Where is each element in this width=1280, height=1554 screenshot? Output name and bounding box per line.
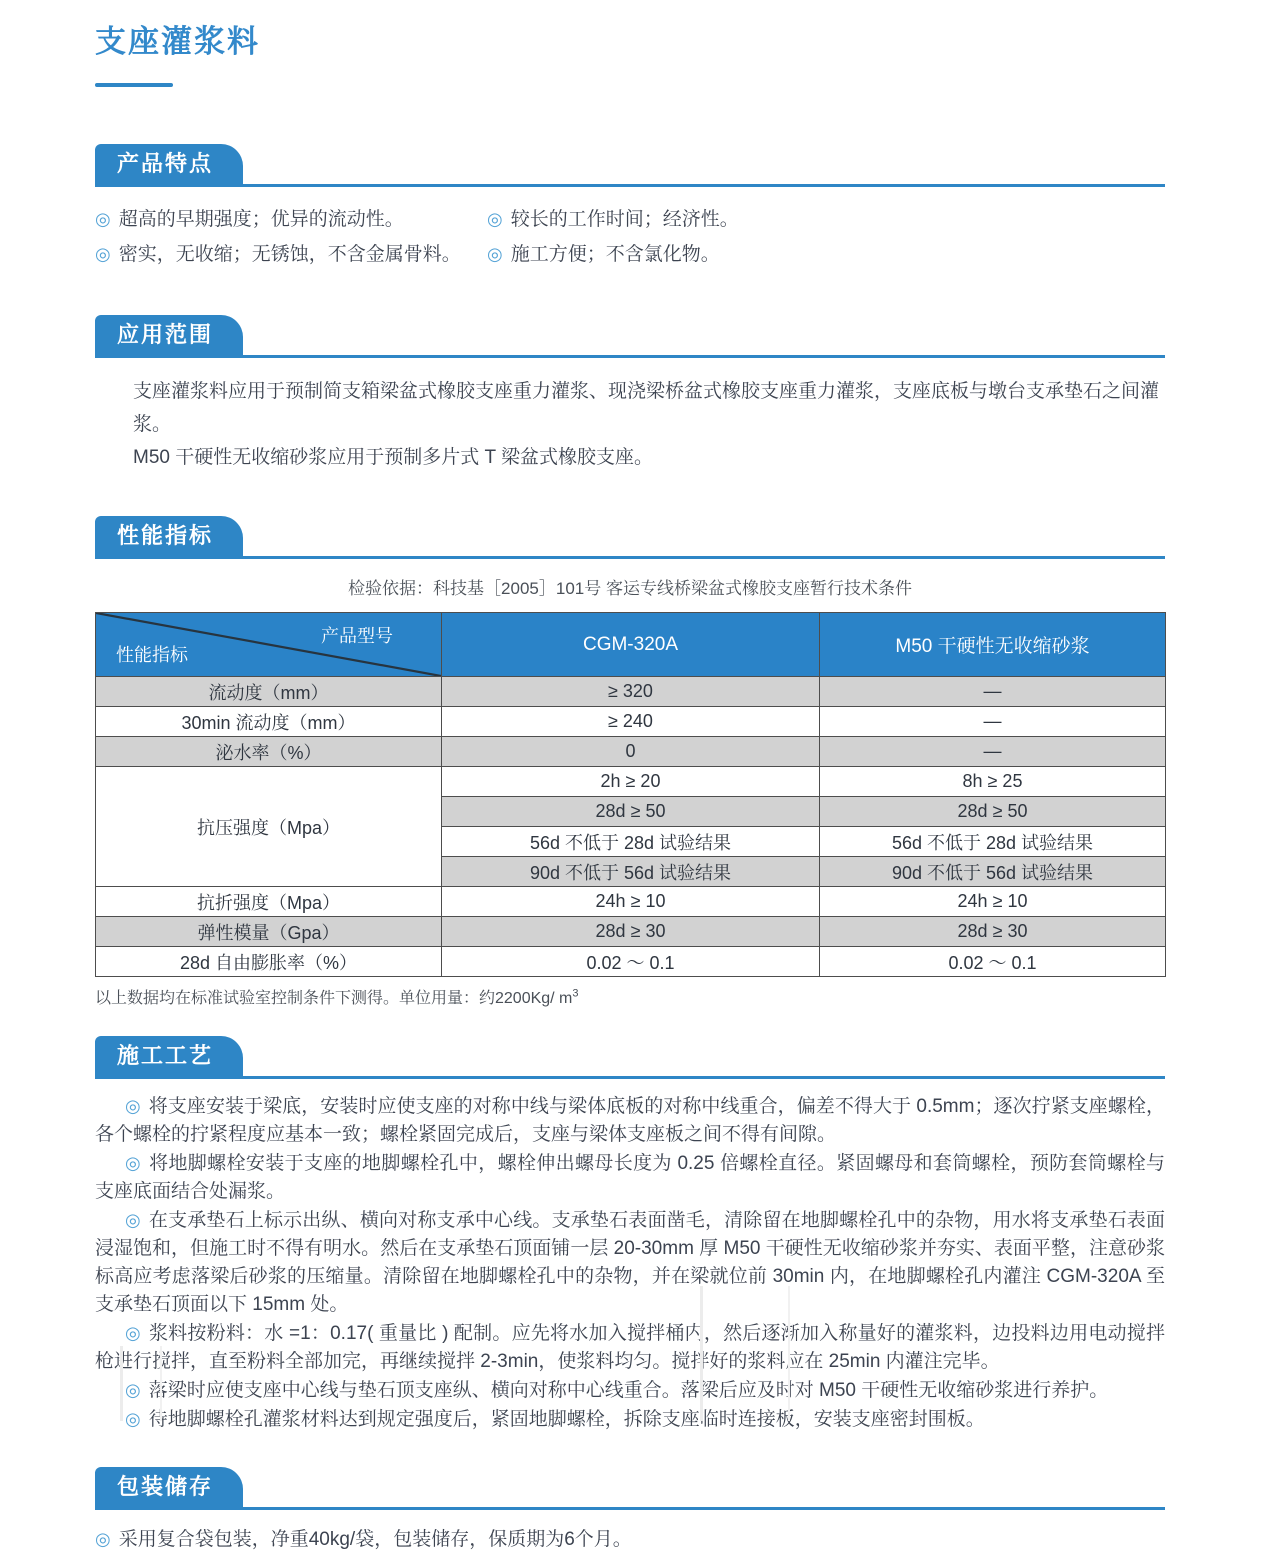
footnote-superscript: 3 — [572, 987, 579, 1000]
value-cell: — — [820, 677, 1166, 707]
table-row — [96, 677, 1166, 707]
packaging-list — [95, 1525, 1165, 1554]
title-underline — [95, 83, 173, 87]
feature-item — [95, 239, 487, 270]
ring-bullet-icon: ◎ — [125, 1409, 141, 1429]
table-row — [96, 767, 1166, 797]
value-cell: 2h ≥ 20 — [442, 767, 820, 797]
value-cell: 0 — [442, 737, 820, 767]
table-row — [96, 917, 1166, 947]
construction-step-text: 落梁时应使支座中心线与垫石顶支座纵、横向对称中心线重合。落梁后应及时对 M50 干硬性无收缩砂浆进行养护。 — [148, 1380, 1109, 1401]
ring-bullet-icon: ◎ — [125, 1323, 141, 1343]
section-header-rule — [95, 1036, 1165, 1079]
page-title-text: 支座灌浆料 — [95, 24, 260, 59]
application-paragraphs — [95, 375, 1165, 474]
section-badge-performance: 性能指标 — [95, 516, 243, 556]
table-header-row — [96, 613, 1166, 677]
feature-item — [487, 239, 1165, 270]
corner-label-product-model: 产品型号 — [321, 626, 393, 646]
value-cell: 28d ≥ 50 — [442, 797, 820, 827]
value-cell: 28d ≥ 30 — [442, 917, 820, 947]
construction-step — [95, 1206, 1165, 1319]
feature-item-text: 超高的早期强度；优异的流动性。 — [118, 209, 404, 230]
construction-step-text: 将支座安装于梁底，安装时应使支座的对称中线与梁体底板的对称中线重合，偏差不得大于 0.5mm；逐次拧紧支座螺栓，各个螺栓的拧紧程度应基本一致；螺栓紧固完成后，支座与梁体支座板之间不得有间隙。 — [95, 1096, 1165, 1145]
ring-bullet-icon: ◎ — [125, 1153, 142, 1173]
feature-item — [95, 204, 487, 235]
feature-item — [487, 204, 1165, 235]
construction-step-text: 待地脚螺栓孔灌浆材料达到规定强度后，紧固地脚螺栓，拆除支座临时连接板，安装支座密封围板。 — [148, 1409, 985, 1430]
corner-label-performance-index: 性能指标 — [116, 645, 188, 665]
section-header-rule — [95, 1467, 1165, 1510]
scan-watermark-artifact — [700, 1286, 790, 1421]
features-list — [95, 204, 1165, 270]
construction-step-text: 在支承垫石上标示出纵、横向对称支承中心线。支承垫石表面凿毛，清除留在地脚螺栓孔中的杂物，用水将支承垫石表面浸湿饱和，但施工时不得有明水。然后在支承垫石顶面铺一层 20-30mm 厚 M50 干硬性无收缩砂浆并夯实、表面平整，注意砂浆标高应考虑落梁后砂浆的压缩量。清除留在地脚螺栓孔中的杂物，并在梁就位前 30min 内，在地脚螺栓孔内灌注 CGM-320A 至支承垫石顶面以下 15mm 处。 — [95, 1210, 1166, 1315]
section-badge-construction: 施工工艺 — [95, 1036, 243, 1076]
row-label-cell: 泌水率（%） — [96, 737, 442, 767]
value-cell: ≥ 320 — [442, 677, 820, 707]
feature-item-text: 较长的工作时间；经济性。 — [510, 209, 739, 230]
row-label-cell: 28d 自由膨胀率（%） — [96, 947, 442, 977]
value-cell: — — [820, 737, 1166, 767]
table-footnote-text: 以上数据均在标准试验室控制条件下测得。单位用量：约2200Kg/ m — [95, 990, 573, 1007]
ring-bullet-icon: ◎ — [95, 244, 111, 264]
application-paragraph: 支座灌浆料应用于预制简支箱梁盆式橡胶支座重力灌浆、现浇梁桥盆式橡胶支座重力灌浆，支座底板与墩台支承垫石之间灌浆。 — [133, 381, 1160, 435]
document-page — [0, 16, 1280, 1554]
column-header-m50: M50 干硬性无收缩砂浆 — [820, 613, 1166, 677]
section-badge-features: 产品特点 — [95, 144, 243, 184]
value-cell: 90d 不低于 56d 试验结果 — [820, 857, 1166, 887]
packaging-item — [95, 1525, 1165, 1554]
value-cell: — — [820, 707, 1166, 737]
value-cell: ≥ 240 — [442, 707, 820, 737]
value-cell: 24h ≥ 10 — [820, 887, 1166, 917]
row-label-cell: 抗折强度（Mpa） — [96, 887, 442, 917]
construction-paragraphs — [95, 1092, 1165, 1434]
value-cell: 24h ≥ 10 — [442, 887, 820, 917]
section-construction — [95, 1036, 1165, 1434]
performance-table-body — [96, 677, 1166, 977]
ring-bullet-icon: ◎ — [487, 209, 503, 229]
construction-step — [95, 1092, 1165, 1149]
construction-step — [95, 1149, 1165, 1206]
table-corner-cell — [96, 613, 442, 677]
section-header-rule — [95, 315, 1165, 358]
column-header-cgm320a: CGM-320A — [442, 613, 820, 677]
value-cell: 8h ≥ 25 — [820, 767, 1166, 797]
row-label-cell: 抗压强度（Mpa） — [96, 767, 442, 887]
value-cell: 56d 不低于 28d 试验结果 — [442, 827, 820, 857]
packaging-item-text: 采用复合袋包装，净重40kg/袋，包装储存，保质期为6个月。 — [118, 1529, 632, 1550]
table-row — [96, 707, 1166, 737]
construction-step — [95, 1319, 1165, 1376]
section-packaging — [95, 1467, 1165, 1554]
construction-step-text: 将地脚螺栓安装于支座的地脚螺栓孔中，螺栓伸出螺母长度为 0.25 倍螺栓直径。紧固螺母和套筒螺栓，预防套筒螺栓与支座底面结合处漏浆。 — [95, 1153, 1165, 1202]
performance-table — [95, 612, 1166, 977]
value-cell: 56d 不低于 28d 试验结果 — [820, 827, 1166, 857]
section-badge-packaging: 包装储存 — [95, 1467, 243, 1507]
table-row — [96, 887, 1166, 917]
feature-item-text: 施工方便；不含氯化物。 — [510, 244, 720, 265]
section-header-rule — [95, 516, 1165, 559]
row-label-cell: 弹性模量（Gpa） — [96, 917, 442, 947]
row-label-cell: 30min 流动度（mm） — [96, 707, 442, 737]
value-cell: 28d ≥ 30 — [820, 917, 1166, 947]
scan-watermark-artifact — [120, 1346, 162, 1421]
ring-bullet-icon: ◎ — [487, 244, 503, 264]
page-title — [95, 16, 1165, 61]
value-cell: 28d ≥ 50 — [820, 797, 1166, 827]
section-performance — [95, 516, 1165, 1008]
section-features — [95, 144, 1165, 270]
ring-bullet-icon: ◎ — [125, 1210, 141, 1230]
construction-step-text: 浆料按粉料：水 =1：0.17( 重量比 ) 配制。应先将水加入搅拌桶内，然后逐渐加入称量好的灌浆料，边投料边用电动搅拌枪进行搅拌，直至粉料全部加完，再继续搅拌 2-3min，使浆料均匀。搅拌好的浆料应在 25min 内灌注完毕。 — [95, 1323, 1165, 1372]
application-paragraph: M50 干硬性无收缩砂浆应用于预制多片式 T 梁盆式橡胶支座。 — [133, 447, 654, 468]
section-header-rule — [95, 144, 1165, 187]
construction-step — [95, 1405, 1165, 1434]
section-application — [95, 315, 1165, 474]
value-cell: 90d 不低于 56d 试验结果 — [442, 857, 820, 887]
construction-step — [95, 1376, 1165, 1405]
section-badge-application: 应用范围 — [95, 315, 243, 355]
value-cell: 0.02 ～ 0.1 — [442, 947, 820, 977]
ring-bullet-icon: ◎ — [95, 209, 111, 229]
table-footnote — [95, 985, 1165, 1008]
ring-bullet-icon: ◎ — [95, 1529, 111, 1549]
table-row — [96, 947, 1166, 977]
row-label-cell: 流动度（mm） — [96, 677, 442, 707]
ring-bullet-icon: ◎ — [125, 1096, 141, 1116]
feature-item-text: 密实，无收缩；无锈蚀，不含金属骨料。 — [118, 244, 461, 265]
value-cell: 0.02 ～ 0.1 — [820, 947, 1166, 977]
ring-bullet-icon: ◎ — [125, 1380, 141, 1400]
table-row — [96, 737, 1166, 767]
test-basis-note: 检验依据：科技基［2005］101号 客运专线桥梁盆式橡胶支座暂行技术条件 — [348, 579, 912, 598]
